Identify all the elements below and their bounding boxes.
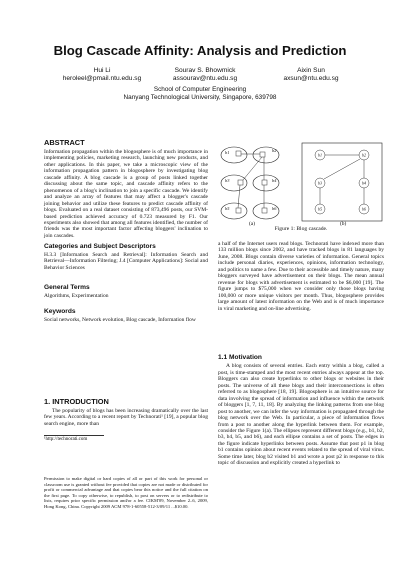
author-name: Aixin Sun bbox=[297, 67, 325, 74]
motivation-section bbox=[218, 355, 384, 467]
footnote-rule bbox=[44, 435, 104, 436]
blog-cascade-figure bbox=[216, 139, 386, 229]
node-label: b1 bbox=[225, 150, 230, 155]
node-label: b6 bbox=[362, 206, 366, 212]
abstract-text: Information propagation within the blogosphere is of much importance in implementing policies, marketing research, launching new products, and other applications. In this paper, we take a microscopic view of the information propagation pattern in blogosphere by investigating blog cascade affinity. A blog cascade is a group of posts linked together discussing about the same topic, and cascade affinity refers to the phenomenon of a blog's inclination to join a specific cascade. We identify and analyze an array of features that may affect a blogger's cascade joining behavior and utilize these features to predict cascade affinity of blogs. Evaluated on a real dataset consisting of 873,496 posts, our SVM-based prediction achieved accuracy of 0.723 measured by F1. Our experiments also showed that among all features identified, the number of friends was the most important factor affecting bloggers' inclination to join cascades. bbox=[44, 149, 208, 239]
figure-sublabel-a: (a) bbox=[249, 221, 255, 227]
node-label: b5 bbox=[225, 206, 230, 211]
node-label: b5 bbox=[318, 206, 322, 212]
panel-frame bbox=[302, 143, 382, 221]
author-3 bbox=[270, 67, 352, 83]
author-email: assourav@ntu.edu.sg bbox=[172, 75, 238, 82]
node-label: b1 bbox=[318, 152, 322, 158]
keywords-section bbox=[44, 308, 208, 323]
node-label: b2 bbox=[362, 152, 366, 158]
categories-text: H.3.3 [Information Search and Retrieval]: Information Search and Retrieval—Information Filtering; J.4 [Computer Applications]: Social and Behavior Sciences bbox=[44, 252, 208, 271]
node-label: b4 bbox=[272, 178, 277, 183]
introduction-text: The popularity of blogs has been increasing dramatically over the last few years. According to a recent report by Technorati¹ [19], a popular blog search engine, more than bbox=[44, 408, 208, 427]
node-label: b2 bbox=[272, 148, 277, 153]
author-name: Sourav S. Bhowmick bbox=[174, 67, 236, 74]
motivation-heading: 1.1 Motivation bbox=[218, 354, 262, 361]
affiliation-university: Nanyang Technological University, Singapore, 639798 bbox=[123, 94, 277, 101]
general-terms-text: Algorithms, Experimentation bbox=[44, 293, 109, 299]
permission-notice: Permission to make digital or hard copies of all or part of this work for personal or classroom use is granted without fee provided that copies are not made or distributed for profit or commercial advantage and that copies bear this notice and the full citation on the first page. To copy otherwise, to republish, to post on servers or to redistribute to lists, requires prior specific permission and/or a fee. CIKM'09, November 2–6, 2009, Hong Kong, China. Copyright 2009 ACM 978-1-60558-512-3/09/11 ...$10.00. bbox=[44, 476, 208, 509]
general-terms-section bbox=[44, 284, 208, 299]
paper-title: Blog Cascade Affinity: Analysis and Prediction bbox=[53, 43, 347, 58]
figure-caption: Figure 1: Blog cascade. bbox=[274, 226, 328, 232]
introduction-section bbox=[44, 397, 208, 427]
abstract-section bbox=[44, 138, 208, 239]
categories-heading: Categories and Subject Descriptors bbox=[44, 243, 156, 250]
affiliation-school: School of Computer Engineering bbox=[153, 86, 247, 93]
figure-panel-a bbox=[221, 147, 279, 219]
introduction-heading: 1. INTRODUCTION bbox=[44, 397, 109, 406]
categories-section bbox=[44, 243, 208, 271]
general-terms-heading: General Terms bbox=[44, 284, 90, 291]
author-email: heroleel@pmail.ntu.edu.sg bbox=[62, 75, 142, 82]
node-label: b3 bbox=[318, 180, 322, 186]
figure-sublabel-b: (b) bbox=[340, 221, 347, 227]
abstract-heading: ABSTRACT bbox=[44, 138, 85, 147]
affiliation bbox=[0, 86, 400, 102]
author-email: axsun@ntu.edu.sg bbox=[283, 75, 339, 82]
footnote: ¹http://technorati.com bbox=[44, 437, 88, 442]
figure-panel-b bbox=[302, 143, 382, 221]
author-1 bbox=[52, 67, 152, 83]
motivation-text: A blog consists of several entries. Each entry within a blog, called a post, is time-stamped and the most recent entries always appear at the top. Bloggers can also create hyperlinks to other blogs or websites in their posts. The universe of all these blogs and their interconnections is often referred to as blogosphere [18, 19]. Blogosphere is an intuitive source for data involving the spread of information and influence within the network of bloggers [1, 7, 11, 18]. By analyzing the linking patterns from one blog post to another, we can infer the way information is propagated through the blog network over the Web. In particular, a piece of information flows from a post to another along the hyperlink between them. For example, consider the Figure 1(a). The ellipses represent different blogs (e.g., b1, b2, b3, b4, b5, and b6), and each ellipse contains a set of posts. The edges in the figure indicate hyperlinks between posts. Assume that post p1 in blog b1 contains opinion about recent events related to the spread of viral virus. Some time later, blog b2 visited b1 and wrote a post p2 in response to this topic of discussion and explicitly created a hyperlink to bbox=[218, 363, 384, 467]
author-name: Hui Li bbox=[93, 67, 111, 74]
keywords-heading: Keywords bbox=[44, 308, 76, 315]
keywords-text: Social networks, Network evolution, Blog cascade, Information flow bbox=[44, 317, 196, 323]
node-label: b6 bbox=[272, 206, 277, 211]
node-label: b4 bbox=[362, 180, 366, 186]
intro-continuation: a half of the Internet users read blogs. Technorati have indexed more than 133 million blogs since 2002, and have tracked blogs in 81 languages by June, 2008. Blogs contain diverse varieties of information. General topics include personal diaries, experiences, opinions, information technology, and politics to name a few. Due to their accessible and timely nature, many bloggers surveyed have advertisement on their blogs. The mean annual revenue for blogs with advertisement is estimated to be $6,000 [19]. The figure jumps to $75,000 when we consider only those blogs having 100,000 or more unique visitors per month. Thus, blogosphere provides large amount of latest information on the Web and is of much importance in viral marketing and on-line advertising. bbox=[218, 241, 384, 312]
author-2 bbox=[143, 67, 267, 83]
node-label: b3 bbox=[225, 178, 230, 183]
